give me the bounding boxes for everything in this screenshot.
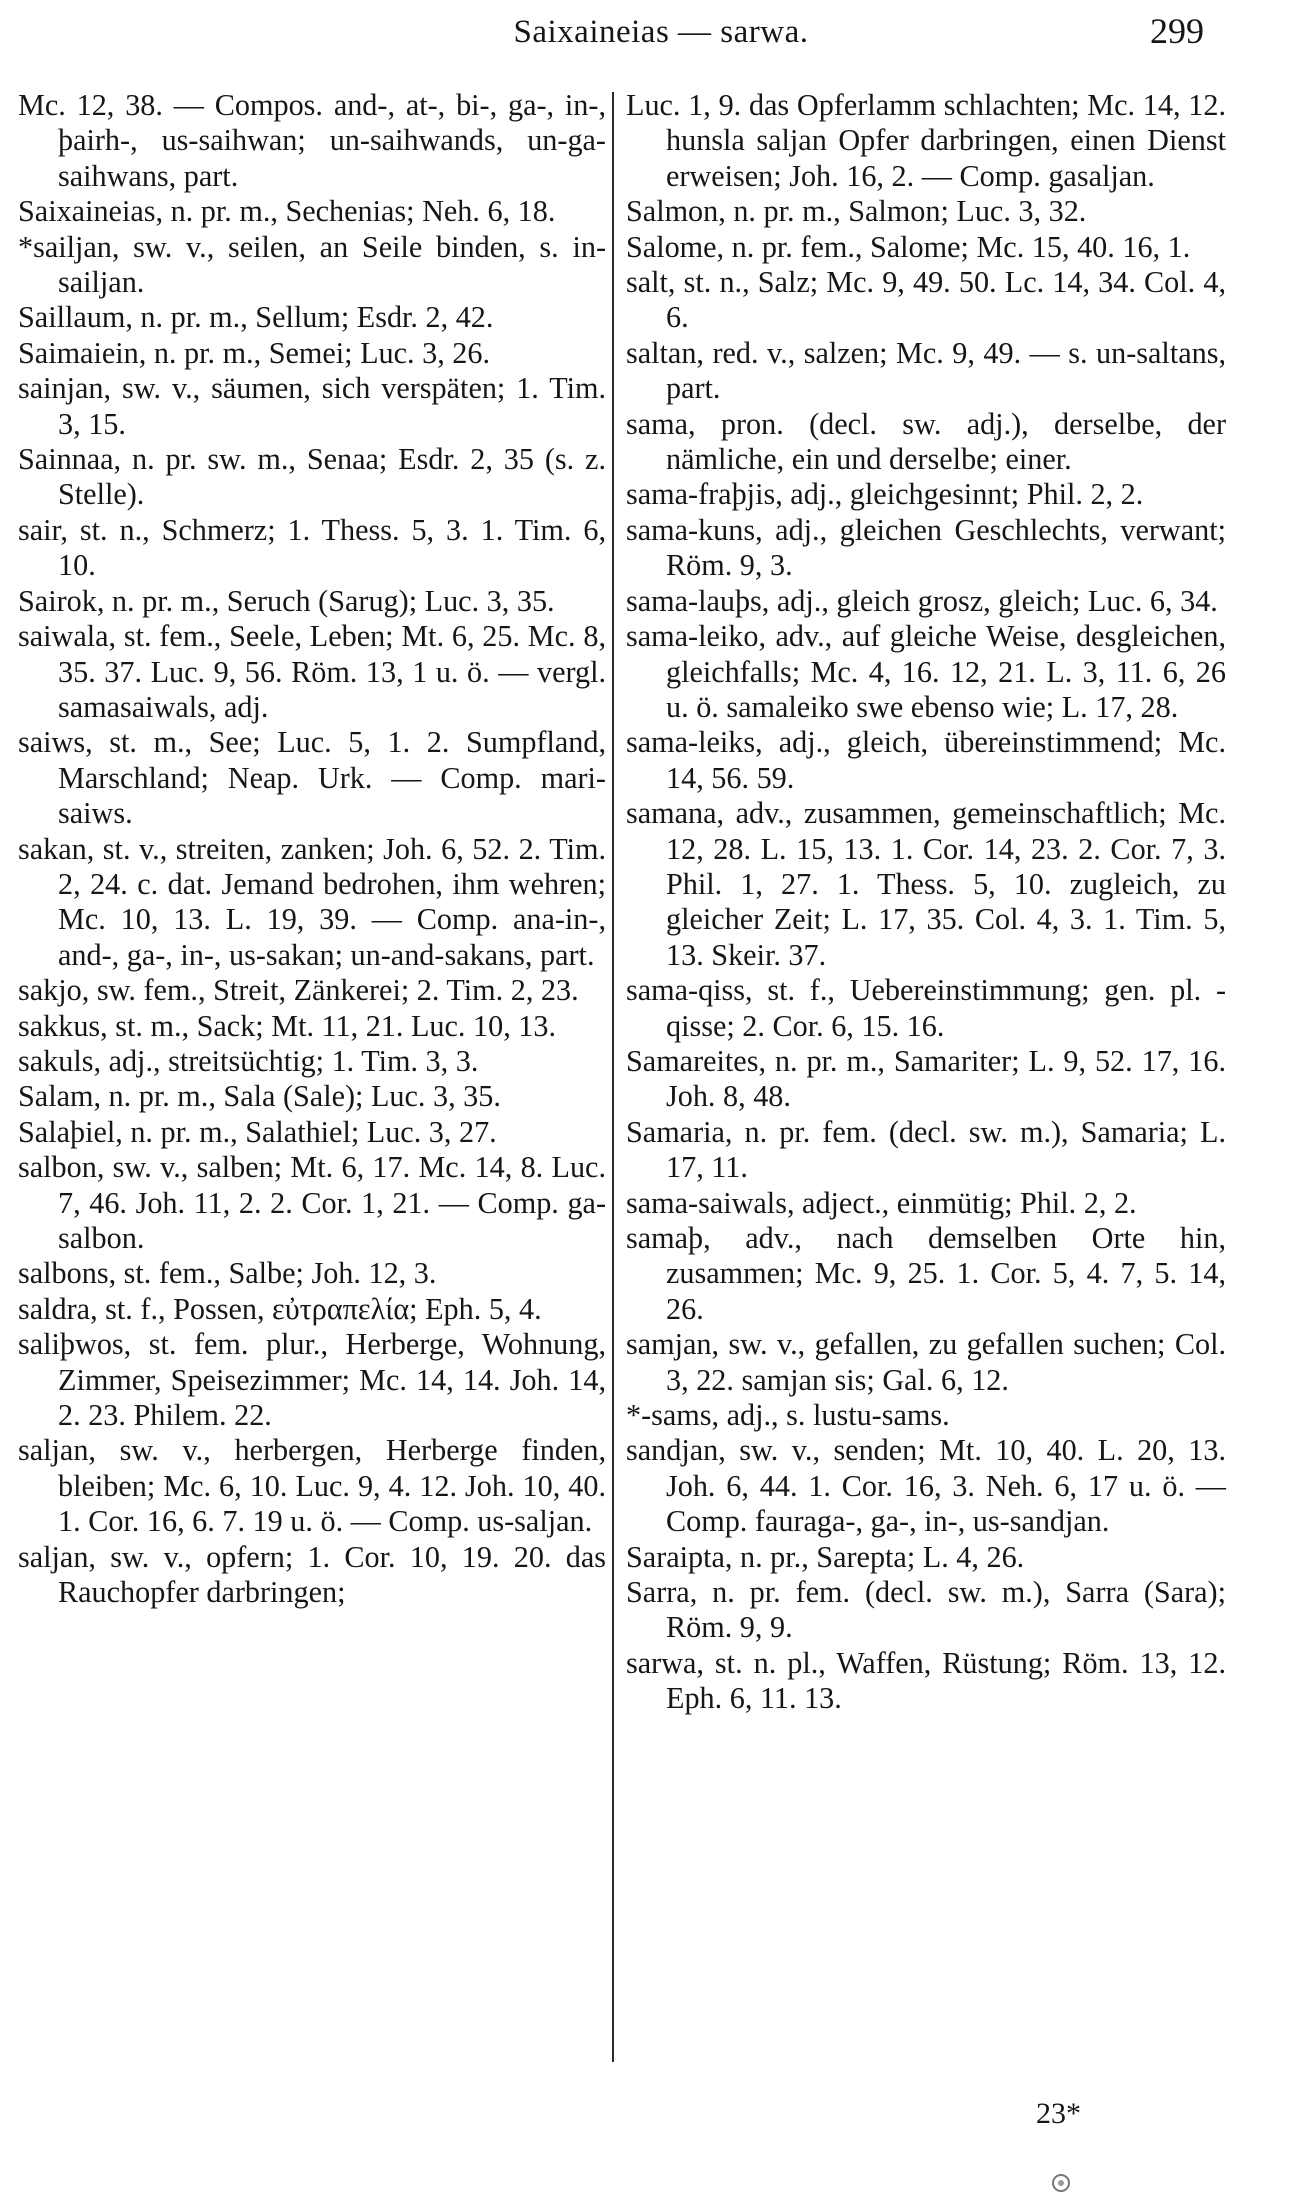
dictionary-entry: Sainnaa, n. pr. sw. m., Senaa; Esdr. 2, 35 (s. z. Stelle).: [18, 442, 606, 512]
dictionary-entry: sainjan, sw. v., säumen, sich verspäten; 1. Tim. 3, 15.: [18, 371, 606, 441]
dictionary-entry: samaþ, adv., nach demselben Orte hin, zusammen; Mc. 9, 25. 1. Cor. 5, 4. 7, 5. 14, 26.: [626, 1221, 1226, 1326]
dictionary-entry: Sairok, n. pr. m., Seruch (Sarug); Luc. 3, 35.: [18, 583, 555, 618]
dictionary-entry: samana, adv., zusammen, gemeinschaftlich; Mc. 12, 28. L. 15, 13. 1. Cor. 14, 23. 2. Cor. 7, 3. Phil. 1, 27. 1. Thess. 5, 10. zugleich, zu gleicher Zeit; L. 17, 35. Col. 4, 3. 1. Tim. 5, 13. Skeir. 37.: [626, 796, 1226, 972]
dictionary-entry: Sarra, n. pr. fem. (decl. sw. m.), Sarra (Sara); Röm. 9, 9.: [626, 1575, 1226, 1645]
dictionary-entry: saljan, sw. v., herbergen, Herberge finden, bleiben; Mc. 6, 10. Luc. 9, 4. 12. Joh. 10, 40. 1. Cor. 16, 6. 7. 19 u. ö. — Comp. us-saljan.: [18, 1433, 606, 1539]
dictionary-entry: sakjo, sw. fem., Streit, Zänkerei; 2. Tim. 2, 23.: [18, 973, 579, 1008]
dictionary-entry: salt, st. n., Salz; Mc. 9, 49. 50. Lc. 14, 34. Col. 4, 6.: [626, 265, 1226, 335]
dictionary-entry: Saraipta, n. pr., Sarepta; L. 4, 26.: [626, 1539, 1025, 1574]
dictionary-entry: *sailjan, sw. v., seilen, an Seile binden, s. in-sailjan.: [18, 229, 606, 300]
dictionary-entry: sama-kuns, adj., gleichen Geschlechts, verwant; Röm. 9, 3.: [626, 512, 1226, 583]
dictionary-entry: sandjan, sw. v., senden; Mt. 10, 40. L. 20, 13. Joh. 6, 44. 1. Cor. 16, 3. Neh. 6, 17 u. ö. — Comp. fauraga-, ga-, in-, us-sandjan.: [626, 1433, 1226, 1539]
dictionary-entry: sama-lauþs, adj., gleich grosz, gleich; Luc. 6, 34.: [626, 583, 1218, 618]
right-column: [626, 88, 1226, 1717]
dictionary-entry: saliþwos, st. fem. plur., Herberge, Wohnung, Zimmer, Speisezimmer; Mc. 14, 14. Joh. 14, 2. 23. Philem. 22.: [18, 1327, 606, 1433]
dictionary-entry: sakkus, st. m., Sack; Mt. 11, 21. Luc. 10, 13.: [18, 1008, 557, 1043]
dictionary-entry: sama-fraþjis, adj., gleichgesinnt; Phil. 2, 2.: [626, 477, 1144, 512]
dictionary-entry: Saimaiein, n. pr. m., Semei; Luc. 3, 26.: [18, 335, 491, 370]
running-head: Saixaineias — sarwa.: [513, 14, 809, 50]
dictionary-entry: saldra, st. f., Possen, εὐτραπελία; Eph. 5, 4.: [18, 1291, 542, 1326]
page-header: [0, 0, 1304, 80]
dictionary-entry: Saixaineias, n. pr. m., Sechenias; Neh. 6, 18.: [18, 194, 556, 229]
dictionary-entry: Luc. 1, 9. das Opferlamm schlachten; Mc. 14, 12. hunsla saljan Opfer darbringen, einen Dienst erweisen; Joh. 16, 2. — Comp. gasaljan.: [626, 88, 1226, 193]
dictionary-entry: saljan, sw. v., opfern; 1. Cor. 10, 19. 20. das Rauchopfer darbringen;: [18, 1539, 606, 1610]
dictionary-entry: Samareites, n. pr. m., Samariter; L. 9, 52. 17, 16. Joh. 8, 48.: [626, 1043, 1226, 1114]
dictionary-entry: saiwala, st. fem., Seele, Leben; Mt. 6, 25. Mc. 8, 35. 37. Luc. 9, 56. Röm. 13, 1 u. ö. — vergl. samasaiwals, adj.: [18, 619, 606, 724]
dictionary-entry: Salaþiel, n. pr. m., Salathiel; Luc. 3, 27.: [18, 1114, 497, 1149]
dictionary-entry: Salam, n. pr. m., Sala (Sale); Luc. 3, 35.: [18, 1079, 501, 1114]
dictionary-entry: Samaria, n. pr. fem. (decl. sw. m.), Samaria; L. 17, 11.: [626, 1114, 1226, 1185]
dictionary-entry: samjan, sw. v., gefallen, zu gefallen suchen; Col. 3, 22. samjan sis; Gal. 6, 12.: [626, 1327, 1226, 1397]
dictionary-entry: Salmon, n. pr. m., Salmon; Luc. 3, 32.: [626, 194, 1087, 229]
dictionary-entry: Salome, n. pr. fem., Salome; Mc. 15, 40. 16, 1.: [626, 229, 1191, 264]
dictionary-entry: saltan, red. v., salzen; Mc. 9, 49. — s. un-saltans, part.: [626, 335, 1226, 406]
dictionary-entry: Saillaum, n. pr. m., Sellum; Esdr. 2, 42.: [18, 300, 494, 335]
dictionary-entry: sama-qiss, st. f., Uebereinstimmung; gen. pl. -qisse; 2. Cor. 6, 15. 16.: [626, 973, 1226, 1043]
dictionary-entry: sakuls, adj., streitsüchtig; 1. Tim. 3, 3.: [18, 1043, 479, 1078]
dictionary-entry: *-sams, adj., s. lustu-sams.: [626, 1398, 950, 1433]
dictionary-entry: salbons, st. fem., Salbe; Joh. 12, 3.: [18, 1256, 437, 1291]
dictionary-entry: salbon, sw. v., salben; Mt. 6, 17. Mc. 14, 8. Luc. 7, 46. Joh. 11, 2. 2. Cor. 1, 21. — Comp. ga-salbon.: [18, 1150, 606, 1255]
dictionary-entry: sama-leiko, adv., auf gleiche Weise, desgleichen, gleichfalls; Mc. 4, 16. 12, 21. L. 3, 11. 6, 26 u. ö. samaleiko swe ebenso wie; L. 17, 28.: [626, 619, 1226, 724]
library-stamp-icon: [1050, 2172, 1072, 2194]
dictionary-entry: saiws, st. m., See; Luc. 5, 1. 2. Sumpfland, Marschland; Neap. Urk. — Comp. mari-saiws.: [18, 725, 606, 831]
page-number: 299: [1150, 11, 1204, 51]
dictionary-entry: sarwa, st. n. pl., Waffen, Rüstung; Röm. 13, 12. Eph. 6, 11. 13.: [626, 1645, 1226, 1716]
dictionary-entry: Mc. 12, 38. — Compos. and-, at-, bi-, ga-, in-, þairh-, us-saihwan; un-saihwands, un-ga-saihwans, part.: [18, 88, 606, 193]
signature-mark: 23*: [1036, 2097, 1081, 2130]
dictionary-entry: sama, pron. (decl. sw. adj.), derselbe, der nämliche, ein und derselbe; einer.: [626, 406, 1226, 477]
column-divider: [612, 92, 614, 2062]
dictionary-entry: sair, st. n., Schmerz; 1. Thess. 5, 3. 1. Tim. 6, 10.: [18, 512, 606, 583]
dictionary-entry: sama-saiwals, adject., einmütig; Phil. 2, 2.: [626, 1185, 1137, 1220]
dictionary-entry: sama-leiks, adj., gleich, übereinstimmend; Mc. 14, 56. 59.: [626, 725, 1226, 795]
dictionary-entry: sakan, st. v., streiten, zanken; Joh. 6, 52. 2. Tim. 2, 24. c. dat. Jemand bedrohen, ihm wehren; Mc. 10, 13. L. 19, 39. — Comp. ana-in-, and-, ga-, in-, us-sakan; un-and-sakans, part.: [18, 831, 606, 972]
left-column: [18, 88, 606, 1610]
